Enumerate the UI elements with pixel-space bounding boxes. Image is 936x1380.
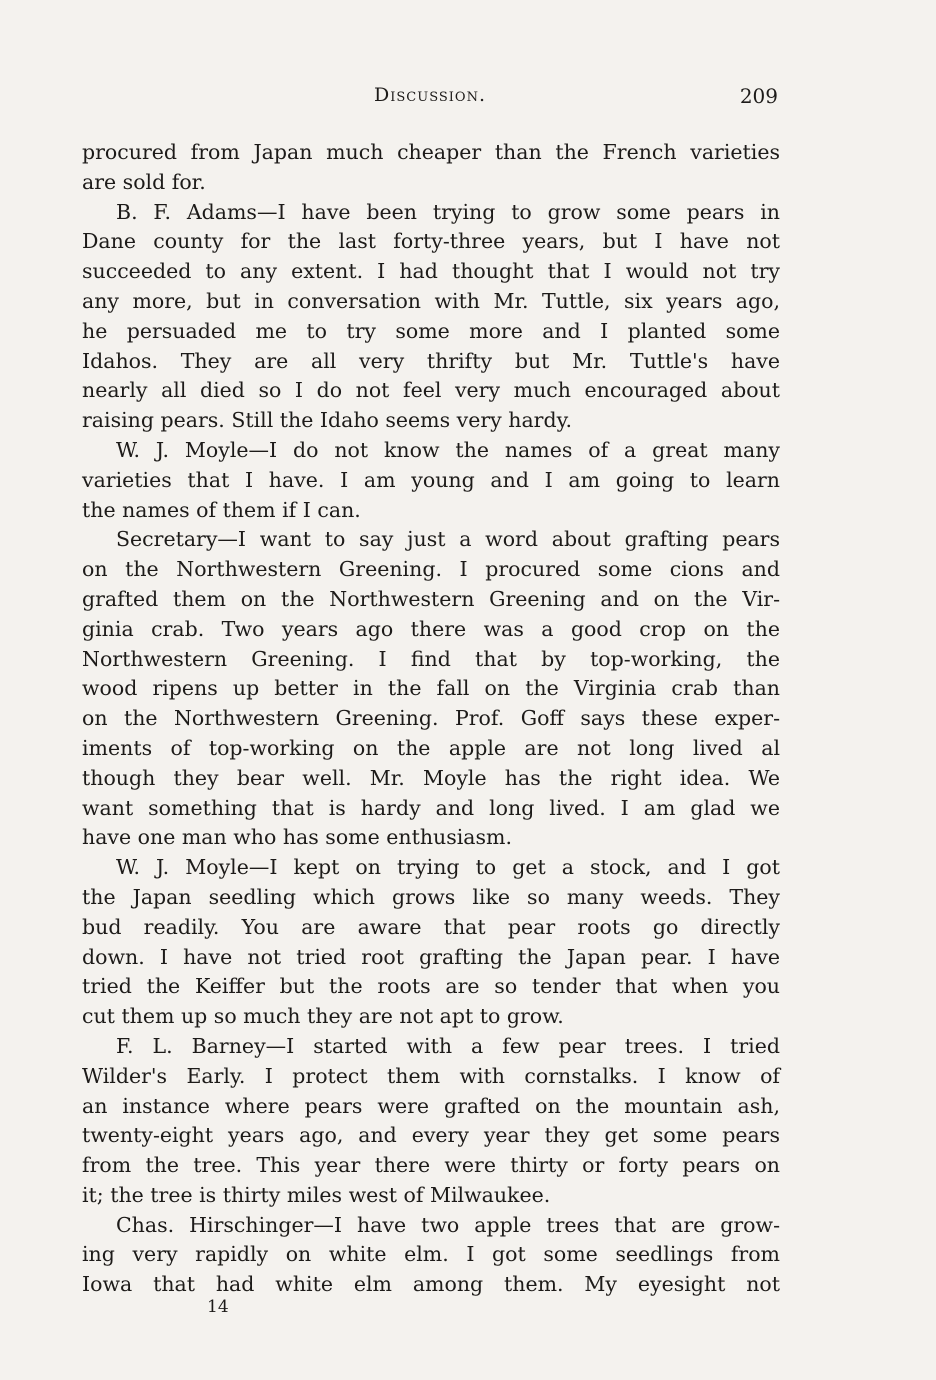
paragraph: [82, 436, 780, 525]
text-line: ing very rapidly on white elm. I got some seedlings from: [82, 1242, 780, 1267]
text-line: on the Northwestern Greening. Prof. Goff says these exper-: [82, 706, 780, 731]
text-line: wood ripens up better in the fall on the Virginia crab than: [82, 676, 780, 701]
page-number: 209: [739, 84, 778, 108]
text-line: bud readily. You are aware that pear roots go directly: [82, 914, 780, 939]
text-line: Secretary—I want to say just a word about grafting pears: [116, 527, 780, 552]
paragraph: [82, 198, 780, 436]
text-line: nearly all died so I do not feel very much encouraged about: [82, 378, 780, 403]
body-text: [82, 138, 780, 1300]
text-line: down. I have not tried root grafting the Japan pear. I have: [82, 944, 780, 969]
text-line: cut them up so much they are not apt to grow.: [82, 1004, 564, 1029]
text-line: succeeded to any extent. I had thought that I would not try: [82, 259, 780, 284]
text-line: the names of them if I can.: [82, 497, 361, 522]
text-line: the Japan seedling which grows like so many weeds. They: [82, 884, 780, 909]
text-line: Idahos. They are all very thrifty but Mr. Tuttle's have: [82, 348, 780, 373]
text-line: he persuaded me to try some more and I planted some: [82, 318, 780, 343]
paragraph: [82, 138, 780, 198]
text-line: Iowa that had white elm among them. My eyesight not: [82, 1272, 780, 1297]
text-line: Dane county for the last forty-three years, but I have not: [82, 229, 780, 254]
text-line: ginia crab. Two years ago there was a good crop on the: [82, 616, 780, 641]
running-title: Discussion.: [374, 84, 486, 106]
text-line: tried the Keiffer but the roots are so tender that when you: [82, 974, 780, 999]
text-line: B. F. Adams—I have been trying to grow some pears in: [116, 199, 780, 224]
text-line: any more, but in conversation with Mr. Tuttle, six years ago,: [82, 288, 780, 313]
text-line: raising pears. Still the Idaho seems very hardy.: [82, 408, 572, 433]
text-line: varieties that I have. I am young and I am going to learn: [82, 467, 780, 492]
text-line: F. L. Barney—I started with a few pear trees. I tried: [116, 1033, 780, 1058]
paragraph: [82, 525, 780, 853]
text-line: have one man who has some enthusiasm.: [82, 825, 512, 850]
text-line: want something that is hardy and long lived. I am glad we: [82, 795, 780, 820]
text-line: procured from Japan much cheaper than the French varieties: [82, 140, 780, 164]
text-line: an instance where pears were grafted on the mountain ash,: [82, 1093, 780, 1118]
running-head: [82, 84, 778, 112]
text-line: W. J. Moyle—I kept on trying to get a stock, and I got: [116, 855, 780, 880]
text-line: though they bear well. Mr. Moyle has the right idea. We: [82, 765, 780, 790]
paragraph: [82, 1032, 780, 1211]
text-line: twenty-eight years ago, and every year they get some pears: [82, 1123, 780, 1148]
text-line: Chas. Hirschinger—I have two apple trees that are grow-: [116, 1212, 780, 1237]
text-line: iments of top-working on the apple are not long lived al: [82, 735, 780, 760]
text-line: it; the tree is thirty miles west of Milwaukee.: [82, 1182, 551, 1207]
text-line: are sold for.: [82, 169, 206, 194]
text-line: on the Northwestern Greening. I procured some cions and: [82, 557, 780, 582]
paragraph: [82, 853, 780, 1032]
text-line: from the tree. This year there were thirty or forty pears on: [82, 1153, 780, 1178]
paragraph: [82, 1211, 780, 1300]
signature-mark: 14: [207, 1297, 229, 1317]
text-line: Wilder's Early. I protect them with cornstalks. I know of: [82, 1063, 780, 1088]
text-line: Northwestern Greening. I find that by top-working, the: [82, 646, 780, 671]
text-line: grafted them on the Northwestern Greening and on the Vir-: [82, 586, 780, 611]
text-line: W. J. Moyle—I do not know the names of a great many: [116, 437, 780, 462]
